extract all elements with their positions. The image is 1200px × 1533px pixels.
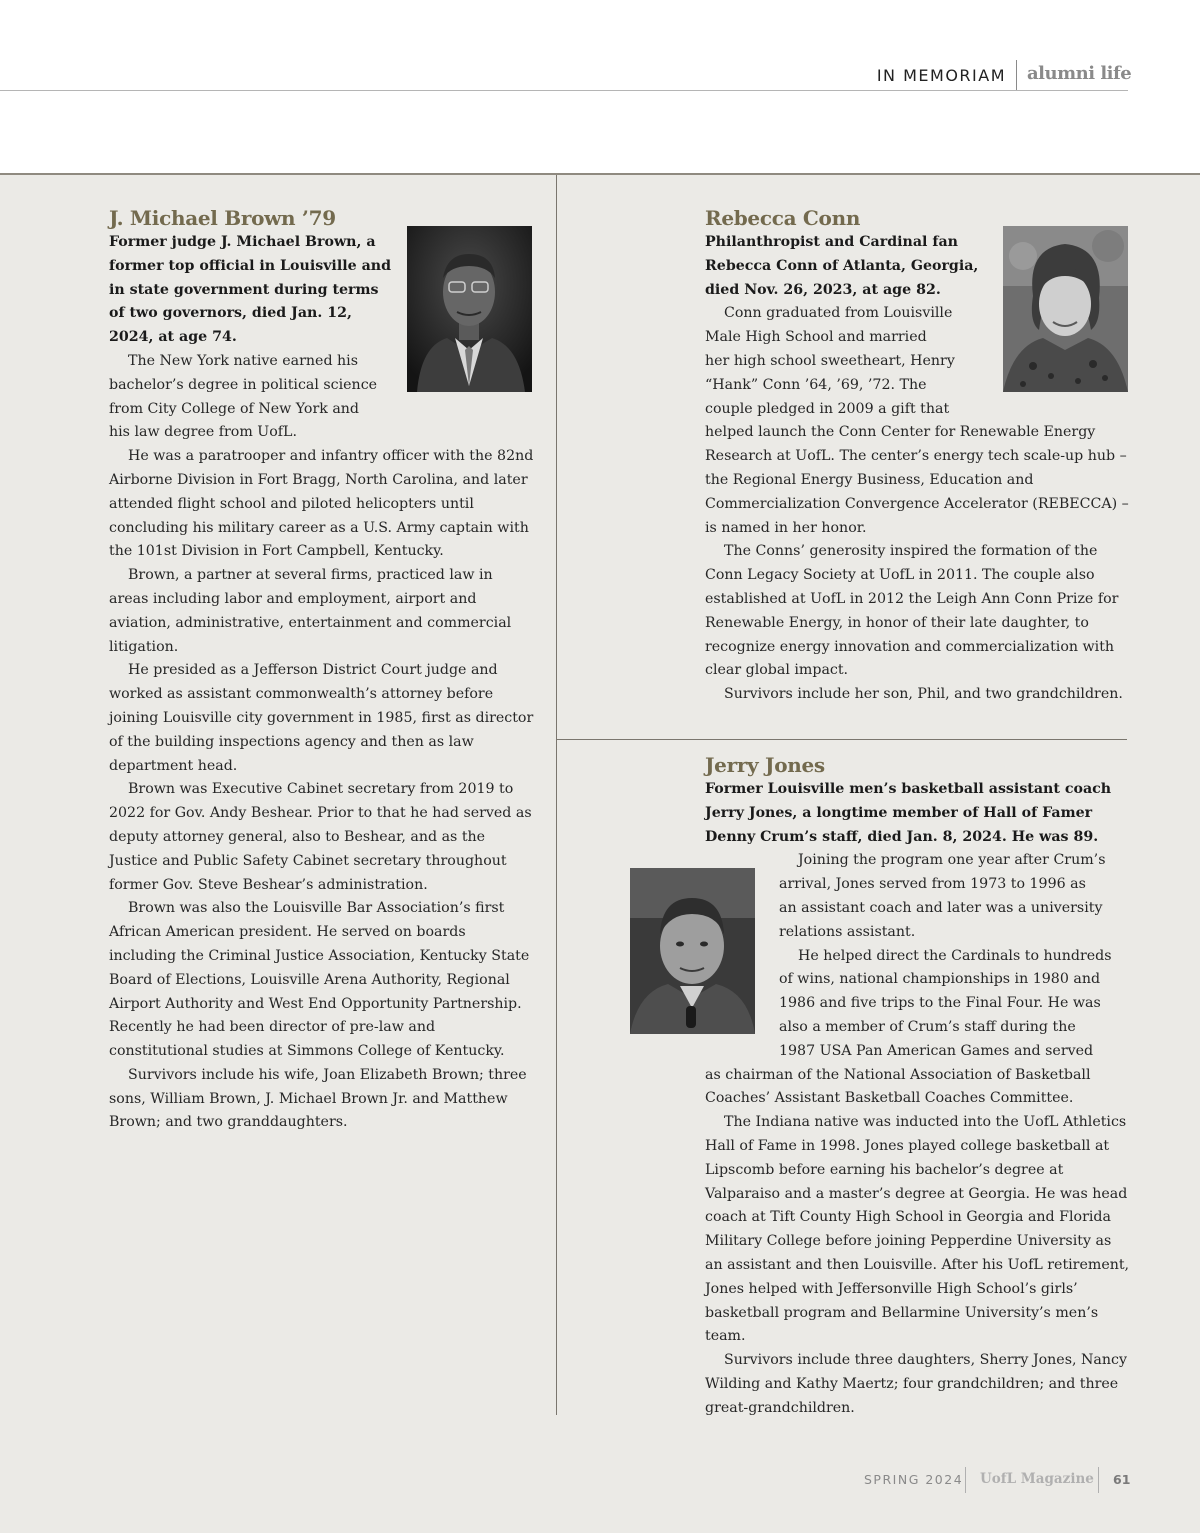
intro-line: The New York native earned his [128, 352, 359, 369]
wrap-line: relations assistant. [779, 923, 916, 940]
lead-line: Rebecca Conn of Atlanta, Georgia, [705, 257, 979, 274]
footer-divider [965, 1467, 966, 1493]
intro-line: “Hank” Conn ’64, ’69, ’72. The [705, 376, 927, 393]
portrait-conn-image [1003, 226, 1128, 392]
lead-line: former top official in Louisville and [109, 257, 391, 274]
wrap-line: of wins, national championships in 1980 and [779, 971, 1101, 988]
portrait-brown-image [407, 226, 532, 392]
body-paragraph: Brown was Executive Cabinet secretary from 2019 to 2022 for Gov. Andy Beshear. Prior to that he had served as deputy attorney general, also to Beshear, and as the Justice and Public Safety Cabinet secretary throughout former Gov. Steve Beshear’s administration. [109, 781, 532, 893]
lead-line: of two governors, died Jan. 12, [109, 305, 352, 322]
intro-line: from City College of New York and [109, 400, 360, 417]
lead-line: Former Louisville men’s basketball assistant coach [705, 781, 1112, 797]
wrap-line: He helped direct the Cardinals to hundreds [798, 947, 1112, 964]
section-label: IN MEMORIAM [876, 66, 1006, 85]
wrap-line: Joining the program one year after Crum’s [798, 852, 1106, 869]
header-divider [1016, 60, 1017, 90]
page-number: 61 [1113, 1472, 1131, 1487]
portrait-brown [407, 226, 532, 392]
body-paragraph: Brown, a partner at several firms, practiced law in areas including labor and employment, airport and aviation, administrative, entertainment and commercial litigation. [109, 567, 512, 655]
lead-line: Former judge J. Michael Brown, a [109, 234, 376, 250]
obituary-jones [705, 753, 1130, 1421]
wrap-line: arrival, Jones served from 1973 to 1996 as [779, 876, 1086, 893]
body-paragraph: as chairman of the National Association of Basketball Coaches’ Assistant Basketball Coaches Committee. [705, 1066, 1091, 1107]
wrap-line: also a member of Crum’s staff during the [779, 1018, 1076, 1035]
wrap-line: 1987 USA Pan American Games and served [779, 1042, 1094, 1059]
obituary-name: J. Michael Brown ’79 [109, 206, 336, 230]
obituary-name: Rebecca Conn [705, 206, 861, 230]
intro-line: her high school sweetheart, Henry [705, 352, 955, 369]
column-divider [556, 175, 557, 1415]
lead-line: 2024, at age 74. [109, 329, 237, 346]
header-rule [0, 90, 1128, 91]
obituary-name: Jerry Jones [705, 753, 825, 777]
body-paragraph: helped launch the Conn Center for Renewable Energy Research at UofL. The center’s energy tech scale-up hub – the Regional Energy Business, Education and Commercialization Convergence Accelerator (REBECCA) – is named in her honor. [705, 424, 1129, 536]
footer-divider [1098, 1467, 1099, 1493]
portrait-jones-image [630, 868, 755, 1034]
issue-season: SPRING 2024 [864, 1472, 964, 1487]
body-paragraph: He presided as a Jefferson District Court judge and worked as assistant commonwealth’s attorney before joining Louisville city government in 1985, first as director of the building inspections agency and then as law department head. [109, 662, 534, 774]
entry-divider [557, 739, 1127, 740]
lead-line: Jerry Jones, a longtime member of Hall of Famer [705, 804, 1093, 821]
body-paragraph: Brown was also the Louisville Bar Association’s first African American president. He served on boards including the Criminal Justice Association, Kentucky State Board of Elections, Louisville Arena Authority, Regional Airport Authority and West End Opportunity Partnership. Recently he had been director of pre-law and constitutional studies at Simmons College of Kentucky. [109, 900, 530, 1060]
lead-line: in state government during terms [109, 281, 379, 298]
wrap-line: 1986 and five trips to the Final Four. He was [779, 995, 1101, 1012]
magazine-name: UofL Magazine [980, 1471, 1094, 1487]
section-brand: alumni life [1027, 63, 1132, 84]
lead-line: Denny Crum’s staff, died Jan. 8, 2024. He was 89. [705, 828, 1099, 845]
body-paragraph: The Indiana native was inducted into the UofL Athletics Hall of Fame in 1998. Jones played college basketball at Lipscomb before earning his bachelor’s degree at Valparaiso and a master’s degree at Georgia. He was head coach at Tift County High School in Georgia and Florida Military College before joining Pepperdine University as an assistant and then Louisville. After his UofL retirement, Jones helped with Jeffersonville High School’s girls’ basketball program and Bellarmine University’s men’s team. [705, 1114, 1130, 1345]
body-paragraph: He was a paratrooper and infantry officer with the 82nd Airborne Division in Fort Bragg, North Carolina, and later attended flight school and piloted helicopters until concluding his military career as a U.S. Army captain with the 101st Division in Fort Campbell, Kentucky. [109, 448, 534, 560]
lead-line: Philanthropist and Cardinal fan [705, 234, 958, 250]
portrait-jones [630, 868, 755, 1034]
wrap-line: an assistant coach and later was a university [779, 899, 1103, 916]
portrait-conn [1003, 226, 1128, 392]
intro-line: bachelor’s degree in political science [109, 376, 378, 393]
body-paragraph: The Conns’ generosity inspired the formation of the Conn Legacy Society at UofL in 2011. The couple also established at UofL in 2012 the Leigh Ann Conn Prize for Renewable Energy, in honor of their late daughter, to recognize energy innovation and commercialization with clear global impact. [705, 543, 1119, 679]
body-paragraph: Survivors include her son, Phil, and two grandchildren. [724, 686, 1123, 703]
body-paragraph: Survivors include his wife, Joan Elizabeth Brown; three sons, William Brown, J. Michael Brown Jr. and Matthew Brown; and two granddaughters. [109, 1066, 527, 1131]
intro-line: his law degree from UofL. [109, 424, 297, 441]
page-header [0, 0, 1200, 92]
intro-line: couple pledged in 2009 a gift that [705, 400, 950, 417]
panel-top-rule [0, 173, 1200, 175]
intro-line: Conn graduated from Louisville [724, 305, 953, 322]
body-paragraph: Survivors include three daughters, Sherry Jones, Nancy Wilding and Kathy Maertz; four grandchildren; and three great-grandchildren. [705, 1352, 1127, 1416]
intro-line: Male High School and married [705, 329, 927, 346]
lead-line: died Nov. 26, 2023, at age 82. [705, 281, 941, 298]
